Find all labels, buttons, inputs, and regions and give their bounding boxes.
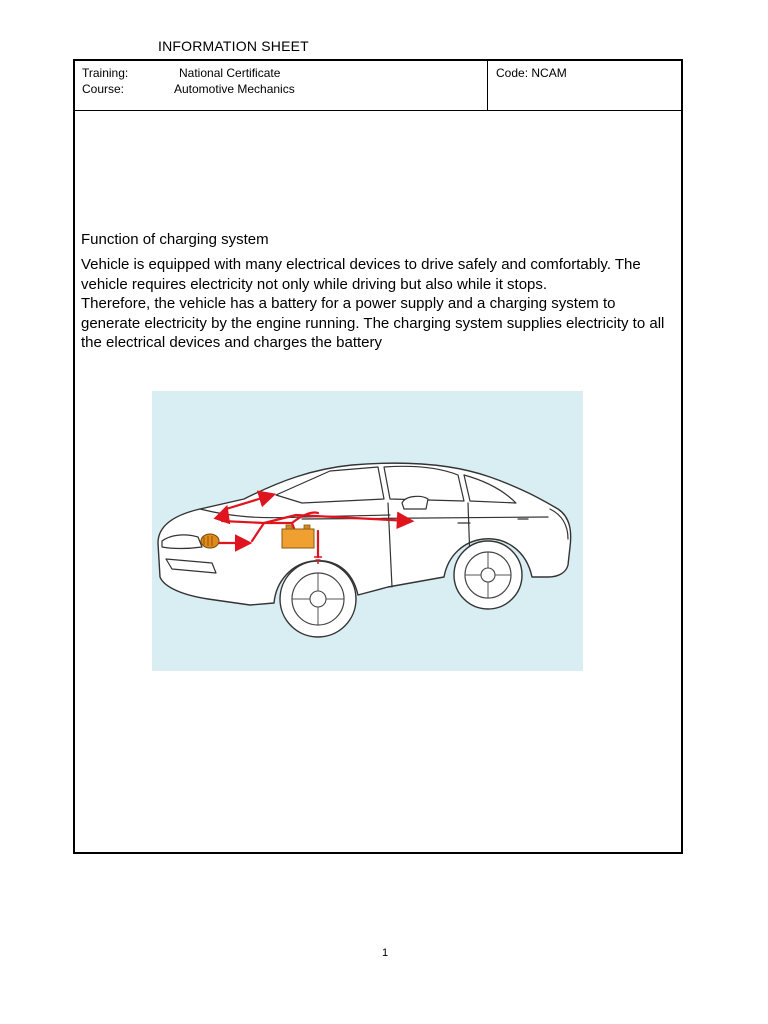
training-value: National Certificate	[179, 66, 281, 80]
course-row	[82, 82, 295, 96]
sheet-title: INFORMATION SHEET	[158, 38, 309, 54]
charging-system-figure	[152, 391, 583, 671]
rear-wheel	[454, 541, 522, 609]
page-number: 1	[382, 947, 389, 959]
body-text	[81, 255, 673, 353]
training-label: Training:	[82, 66, 129, 80]
course-value: Automotive Mechanics	[174, 82, 295, 96]
paragraph-1: Vehicle is equipped with many electrical devices to drive safely and comfortably. The vehicle requires electricity not only while driving but also while it stops.	[81, 256, 641, 293]
training-row	[82, 66, 280, 80]
header-row	[75, 61, 681, 111]
header-info	[75, 61, 488, 110]
code-field: Code: NCAM	[496, 66, 567, 80]
paragraph-2: Therefore, the vehicle has a battery for a power supply and a charging system to generate electricity by the engine running. The charging system supplies electricity to all the electrical devices and charges the battery	[81, 295, 665, 352]
course-label: Course:	[82, 82, 125, 96]
front-wheel	[280, 561, 356, 637]
alternator-icon	[201, 534, 219, 548]
car-illustration	[152, 391, 583, 671]
section-title: Function of charging system	[81, 231, 269, 248]
